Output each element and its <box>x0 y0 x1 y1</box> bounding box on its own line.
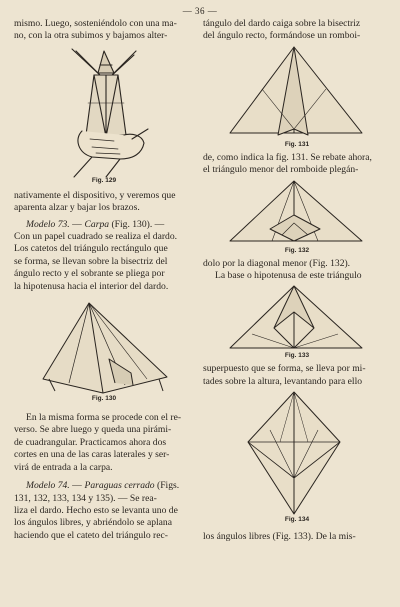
paragraph <box>14 190 194 215</box>
paragraph <box>14 412 194 474</box>
figure-134-caption: Fig. 134 <box>284 516 310 524</box>
text-line: 131, 132, 133, 134 y 135). — Se rea- <box>14 492 157 504</box>
text-line: los ángulos libres (Fig. 133). De la mis- <box>203 531 356 543</box>
text-line: aparenta alzar y bajar los brazos. <box>14 202 140 214</box>
model-74-ref: (Figs. <box>157 480 180 492</box>
right-column <box>203 18 391 544</box>
figure-132-folded-triangle <box>222 177 372 249</box>
model-74-heading: Modelo 74. <box>26 480 70 492</box>
text-line: nativamente el dispositivo, y veremos que <box>14 189 176 201</box>
page-number: — 36 — <box>182 6 218 16</box>
text-line: los ángulos libres, y abriéndolo se aplana <box>14 517 172 529</box>
paragraph-continuation <box>14 18 194 43</box>
model-74-name: Paraguas cerrado <box>84 480 155 492</box>
figure-133-raised-triangle <box>222 282 372 354</box>
model-73-heading: Modelo 73. <box>26 218 70 230</box>
figure-132-caption: Fig. 132 <box>284 246 310 254</box>
text-line: tángulo del dardo caiga sobre la bisectriz <box>203 18 361 29</box>
paragraph <box>203 363 391 388</box>
text-line: de, como indica la fig. 131. Se rebate ahora, <box>203 151 372 163</box>
text-line: el triángulo menor del romboide plegán- <box>203 164 359 176</box>
text-line: virá de entrada a la carpa. <box>14 461 113 473</box>
text-line: superpuesto que se forma, se lleva por mi- <box>203 363 366 375</box>
left-column <box>14 18 194 542</box>
text-line: la hipotenusa hacia el interior del dardo. <box>14 280 169 292</box>
text-line: haciendo que el cateto del triángulo rec- <box>14 529 168 541</box>
figure-131-rhomboid <box>222 43 372 143</box>
text-line: liza el dardo. Hecho esto se levanta uno de <box>14 504 178 516</box>
text-line: mismo. Luego, sosteniéndolo con una ma- <box>14 18 177 29</box>
model-74-paragraph: Modelo 74. — Paraguas cerrado (Figs. 131, 132, 133, 134 y 135). — Se rea- liza el dardo. Hecho esto se levanta uno de los ángulos libres, y abriéndolo se aplana haciendo que el cateto del triángulo rec- <box>14 480 180 541</box>
text-line: no, con la otra subimos y bajamos alter- <box>14 30 168 42</box>
paragraph <box>203 258 391 283</box>
model-73-name: Carpa <box>84 218 110 230</box>
model-73-ref: (Fig. 130). — <box>111 218 165 230</box>
text-line: dolo por la diagonal menor (Fig. 132). <box>203 257 351 269</box>
figure-133-caption: Fig. 133 <box>284 352 310 360</box>
paragraph <box>203 531 391 543</box>
figure-130-tent <box>29 299 179 397</box>
text-line: En la misma forma se procede con el re- <box>26 412 182 424</box>
figure-131-caption: Fig. 131 <box>284 140 310 148</box>
text-line: de cuadrangular. Practicamos ahora dos <box>14 436 167 448</box>
model-73-paragraph: Modelo 73. — Carpa (Fig. 130). — Con un papel cuadrado se realiza el dardo. Los catetos del triángulo rectángulo que se forma, se llevan sobre la bisectriz del ángulo recto y el sobrante se pliega por la hipotenusa hacia el interior del dardo. <box>14 218 178 292</box>
figure-129-caption: Fig. 129 <box>91 176 117 184</box>
paragraph-continuation <box>203 18 391 43</box>
text-line: verso. Se abre luego y queda una pirámi- <box>14 424 172 436</box>
text-line: Los catetos del triángulo rectángulo que <box>14 243 168 255</box>
text-line: Con un papel cuadrado se realiza el dardo. <box>14 231 178 243</box>
text-line: tades sobre la altura, levantando para ello <box>203 375 363 387</box>
text-line: La base o hipotenusa de este triángulo <box>215 270 362 282</box>
text-line: cortes en una de las caras laterales y ser- <box>14 449 170 461</box>
text-line: ángulo recto y el sobrante se pliega por <box>14 268 165 280</box>
text-line: se forma, se llevan sobre la bisectriz del <box>14 255 168 267</box>
figure-129-hand-doll <box>44 43 164 179</box>
text-line: del ángulo recto, formándose un romboi- <box>203 30 361 42</box>
figure-134-kite <box>222 388 372 518</box>
figure-130-caption: Fig. 130 <box>91 395 117 403</box>
paragraph <box>203 152 391 177</box>
